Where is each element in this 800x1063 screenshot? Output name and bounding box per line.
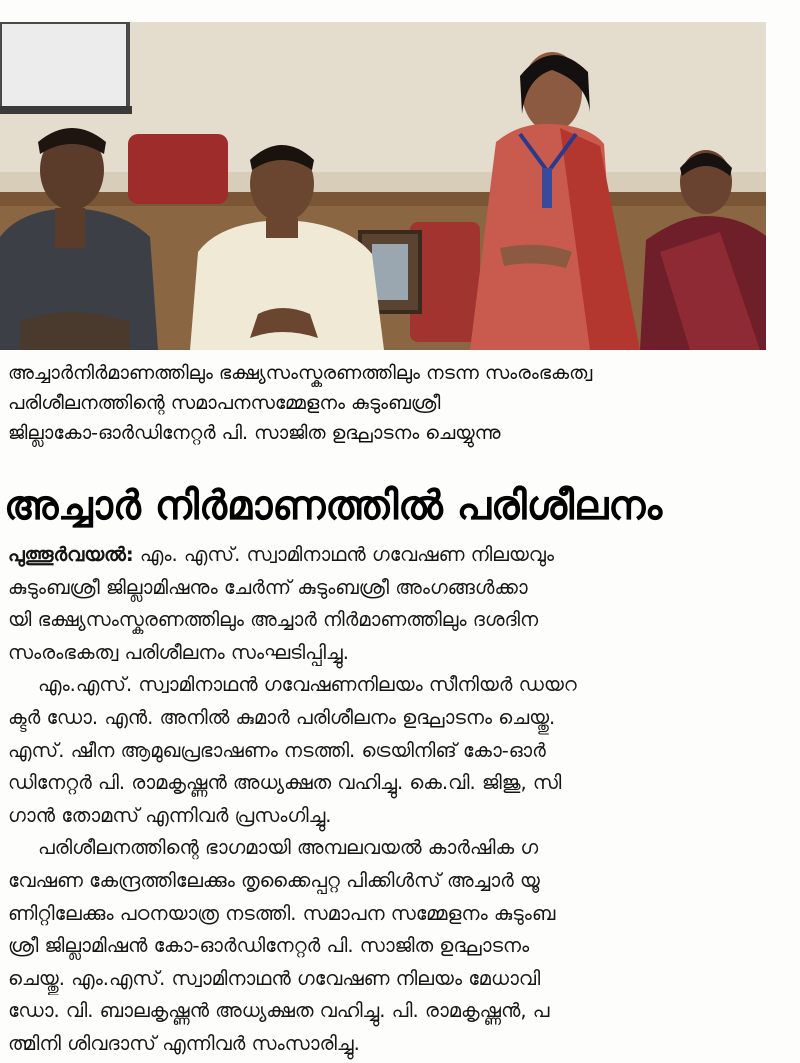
photo-caption xyxy=(8,358,768,448)
body-line: ഗാൻ തോമസ് എന്നിവർ പ്രസംഗിച്ചു. xyxy=(8,803,332,827)
body-line: എം.എസ്. സ്വാമിനാഥൻ ഗവേഷണനിലയം സീനിയർ ഡയറ xyxy=(38,673,577,697)
caption-line: അച്ചാർനിർമാണത്തിലും ഭക്ഷ്യസംസ്കരണത്തിലും നടന്ന സംരംഭകത്വ xyxy=(8,362,593,384)
caption-line: പരിശീലനത്തിന്റെ സമാപനസമ്മേളനം കുടുംബശ്രീ xyxy=(8,392,441,414)
body-line: വേഷണ കേന്ദ്രത്തിലേക്കും തൃക്കൈപ്പറ്റ പിക്കിൾസ് അച്ചാർ യൂ xyxy=(8,868,540,892)
caption-line: ജില്ലാകോ-ഓർഡിനേറ്റർ പി. സാജിത ഉദ്ഘാടനം ചെയ്യുന്നു xyxy=(8,422,501,444)
body-line: ണിറ്റിലേക്കും പഠനയാത്ര നടത്തി. സമാപന സമ്മേളനം കുടുംബ xyxy=(8,901,556,925)
body-first-line xyxy=(8,539,790,572)
body-line: ഡോ. വി. ബാലകൃഷ്ണൻ അധ്യക്ഷത വഹിച്ചു. പി. രാമകൃഷ്ണൻ, പ xyxy=(8,999,550,1023)
body-line: യി ഭക്ഷ്യസംസ്കരണത്തിലും അച്ചാർ നിർമാണത്തിലും ദശദിന xyxy=(8,608,539,632)
dateline: പുത്തൂർവയൽ: xyxy=(8,543,134,566)
body-line: ത്മിനി ശിവദാസ് എന്നിവർ സംസാരിച്ചു. xyxy=(8,1031,360,1055)
body-line: സംരംഭകത്വ പരിശീലനം സംഘടിപ്പിച്ചു. xyxy=(8,640,349,664)
photo-illustration xyxy=(0,22,766,350)
body-line: ക്ടർ ഡോ. എൻ. അനിൽ കുമാർ പരിശീലനം ഉദ്ഘാടനം ചെയ്തു. xyxy=(8,705,556,729)
body-line: എസ്. ഷീന ആമുഖപ്രഭാഷണം നടത്തി. ട്രെയിനിങ് കോ-ഓർ xyxy=(8,738,546,762)
body-line: കുടുംബശ്രീ ജില്ലാമിഷനും ചേർന്ന് കുടുംബശ്രീ അംഗങ്ങൾക്കാ xyxy=(8,575,528,599)
article-photo xyxy=(0,22,766,350)
body-line: പരിശീലനത്തിന്റെ ഭാഗമായി അമ്പലവയൽ കാർഷിക ഗ xyxy=(38,836,539,860)
body-line: ഡിനേറ്റർ പി. രാമകൃഷ്ണൻ അധ്യക്ഷത വഹിച്ചു. കെ.വി. ജിജു, സി xyxy=(8,771,562,795)
article-headline: അച്ചാർ നിർമാണത്തിൽ പരിശീലനം xyxy=(4,483,663,529)
body-line: ശ്രീ ജില്ലാമിഷൻ കോ-ഓർഡിനേറ്റർ പി. സാജിത ഉദ്ഘാടനം xyxy=(8,934,530,958)
article-body xyxy=(8,539,790,1061)
first-line-text: എം. എസ്. സ്വാമിനാഥൻ ഗവേഷണ നിലയവും xyxy=(133,543,555,566)
body-line: ചെയ്തു. എം.എസ്. സ്വാമിനാഥൻ ഗവേഷണ നിലയം മേധാവി xyxy=(8,966,541,990)
